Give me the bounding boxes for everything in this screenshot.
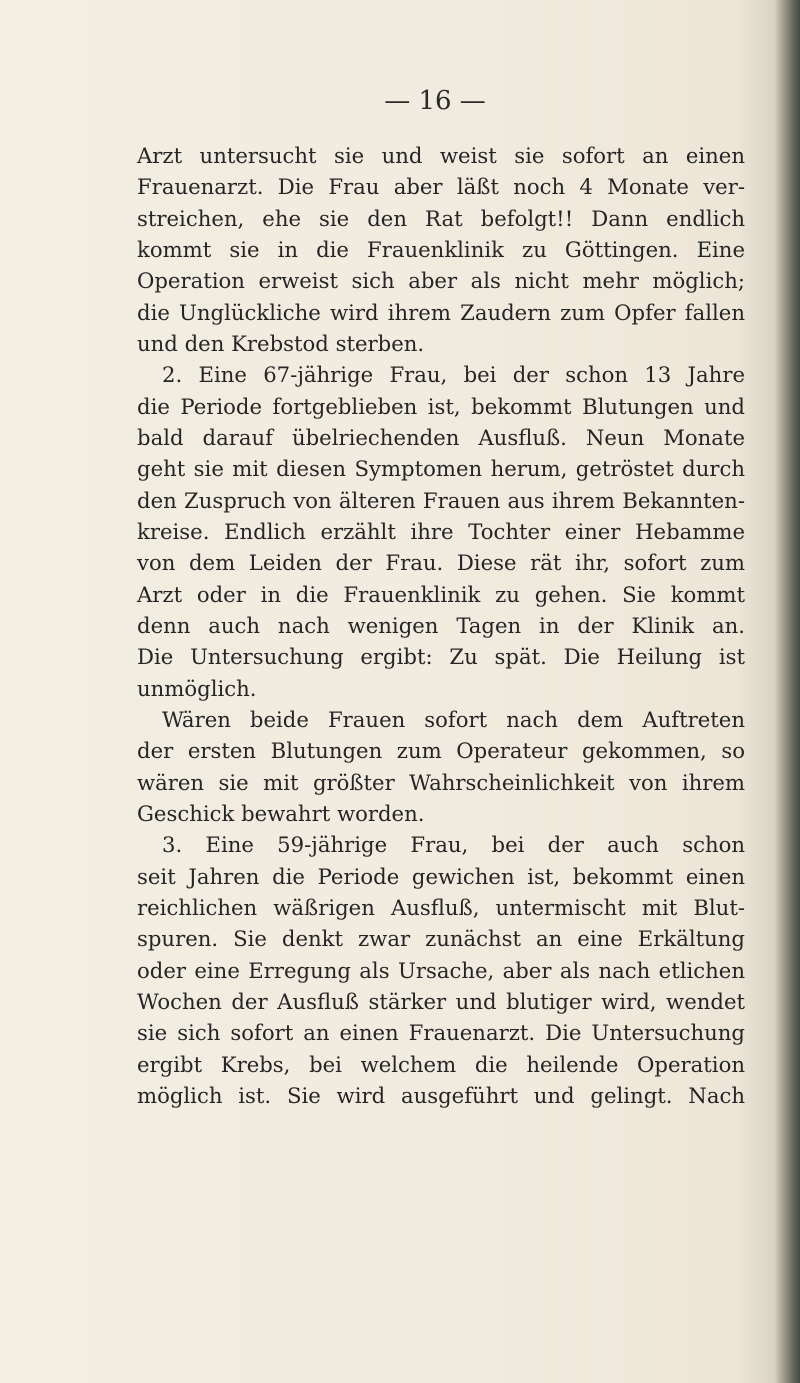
text-line: Frauenarzt. Die Frau aber läßt noch 4 Monate ver- — [137, 174, 745, 200]
text-line: Wären beide Frauen sofort nach dem Auftreten — [162, 706, 745, 732]
text-line: ergibt Krebs, bei welchem die heilende Operation — [137, 1051, 745, 1077]
text-line: Operation erweist sich aber als nicht mehr möglich; — [137, 268, 745, 294]
text-line: sie sich sofort an einen Frauenarzt. Die Untersuchung — [137, 1020, 745, 1046]
text-line: wären sie mit größter Wahrscheinlichkeit von ihrem — [137, 769, 745, 795]
text-line: Arzt untersucht sie und weist sie sofort an einen — [137, 143, 745, 168]
text-line: bald darauf übelriechenden Ausfluß. Neun Monate — [137, 424, 745, 450]
text-line: Arzt oder in die Frauenklinik zu gehen. Sie kommt — [137, 581, 745, 607]
text-line: Wochen der Ausfluß stärker und blutiger wird, wendet — [137, 988, 745, 1014]
text-line: spuren. Sie denkt zwar zunächst an eine Erkältung — [137, 926, 745, 952]
page-edge-shadow — [774, 0, 800, 1383]
body-text — [137, 140, 745, 1111]
text-line: Die Untersuchung ergibt: Zu spät. Die Heilung ist — [137, 644, 745, 670]
text-line: geht sie mit diesen Symptomen herum, getröstet durch — [137, 456, 745, 482]
text-line: die Periode fortgeblieben ist, bekommt Blutungen und — [137, 393, 745, 419]
text-line: streichen, ehe sie den Rat befolgt!! Dann endlich — [137, 205, 745, 231]
text-line: denn auch nach wenigen Tagen in der Klinik an. — [137, 612, 745, 638]
text-line: die Unglückliche wird ihrem Zaudern zum Opfer fallen — [137, 299, 745, 325]
text-line: oder eine Erregung als Ursache, aber als nach etlichen — [137, 957, 745, 983]
text-line: Geschick bewahrt worden. — [137, 800, 425, 826]
text-line: von dem Leiden der Frau. Diese rät ihr, sofort zum — [137, 550, 745, 576]
text-line: und den Krebstod sterben. — [137, 330, 425, 356]
text-line: der ersten Blutungen zum Operateur gekommen, so — [137, 738, 745, 764]
text-line: möglich ist. Sie wird ausgeführt und gelingt. Nach — [137, 1082, 745, 1108]
text-line: den Zuspruch von älteren Frauen aus ihrem Bekannten- — [137, 487, 745, 513]
text-line: reichlichen wäßrigen Ausfluß, untermischt mit Blut- — [137, 894, 745, 920]
text-line: 3. Eine 59-jährige Frau, bei der auch schon — [162, 832, 745, 858]
text-line: kommt sie in die Frauenklinik zu Göttingen. Eine — [137, 236, 745, 262]
text-line: seit Jahren die Periode gewichen ist, bekommt einen — [137, 863, 745, 889]
text-line: 2. Eine 67-jährige Frau, bei der schon 13 Jahre — [162, 362, 745, 388]
page-number: — 16 — — [384, 86, 486, 116]
text-line: kreise. Endlich erzählt ihre Tochter einer Hebamme — [137, 518, 745, 544]
text-line: unmöglich. — [137, 675, 257, 701]
